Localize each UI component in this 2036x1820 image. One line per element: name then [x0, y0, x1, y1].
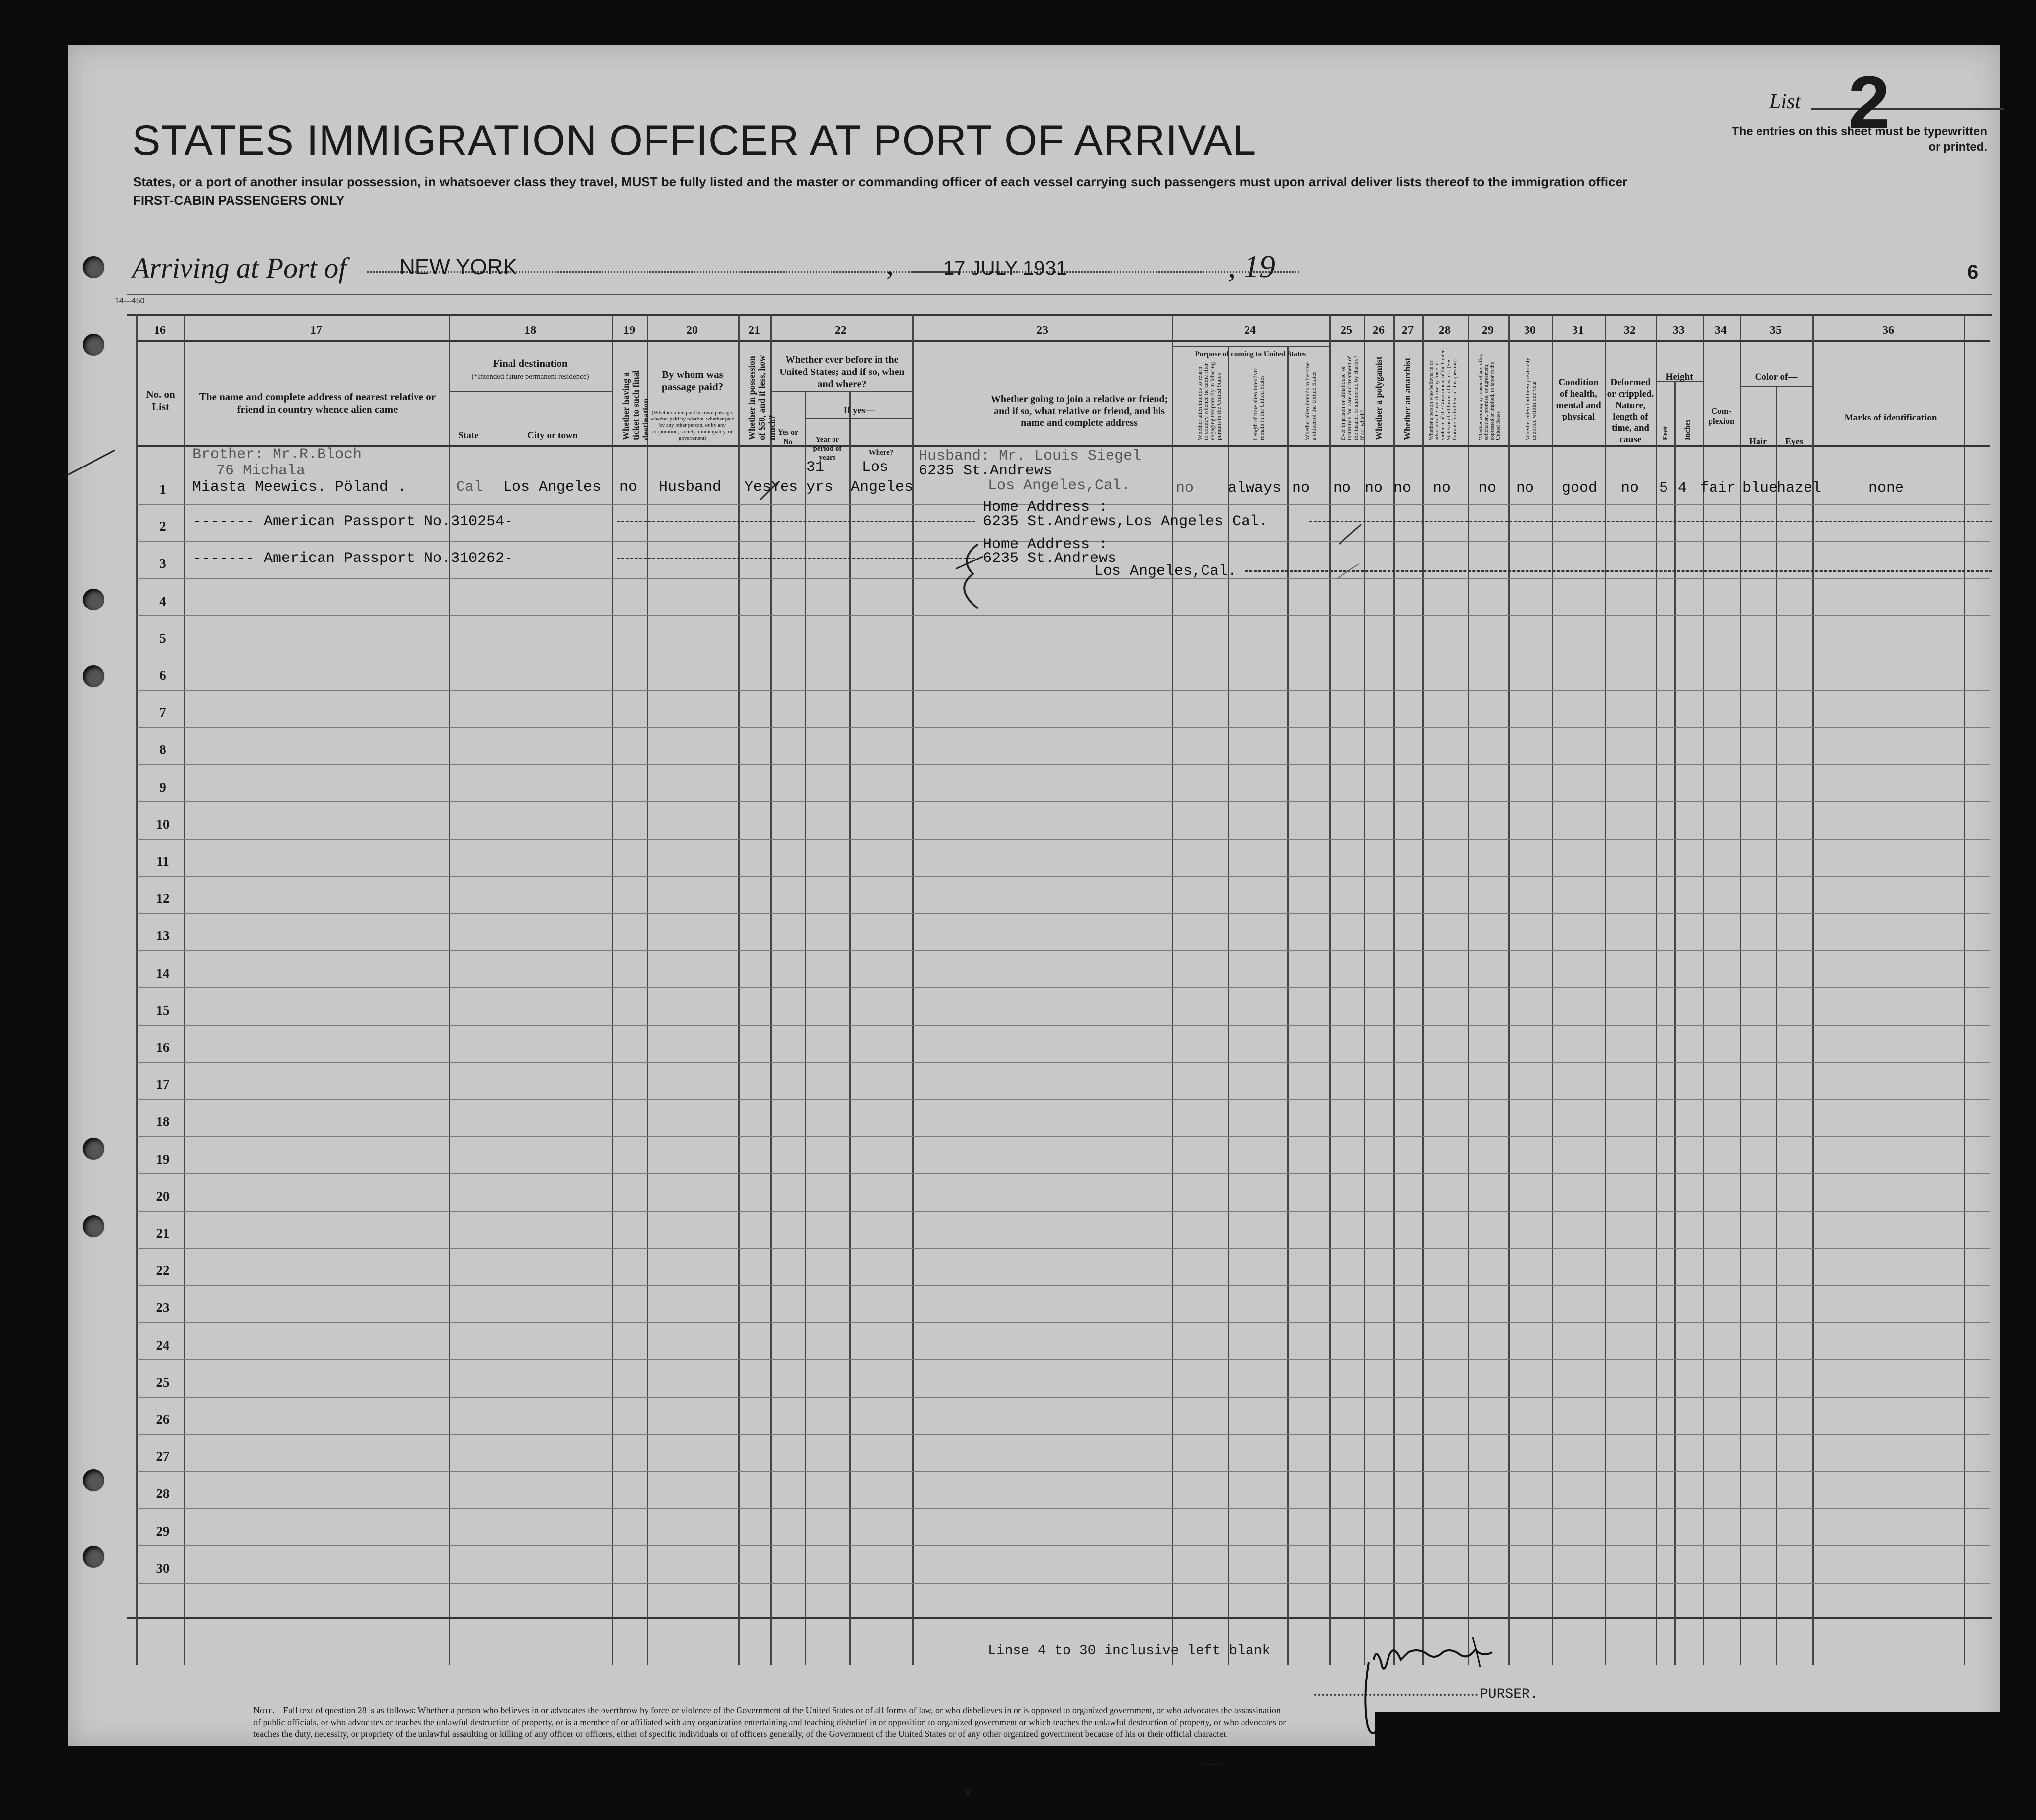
- row-number: 2: [159, 519, 166, 534]
- r1-length: always: [1228, 480, 1282, 497]
- col-num-20: 20: [686, 324, 698, 337]
- row-number: 20: [156, 1188, 170, 1204]
- punch-hole: [83, 665, 104, 687]
- head-return-intent: Whether alien intends to return to country whence he came after engaging temporarily in laboring pursuits in the United States: [1196, 362, 1222, 440]
- subhead-rule: [449, 391, 612, 392]
- r3-passport: ------- American Passport No.310262-: [192, 550, 513, 567]
- row-line: [137, 913, 1990, 914]
- r1-join-line3: Los Angeles,Cal.: [988, 477, 1131, 494]
- row-number: 21: [156, 1226, 170, 1241]
- col-line: [849, 391, 851, 1665]
- head-feet: Feet: [1662, 426, 1669, 440]
- col-line: [1422, 314, 1424, 1665]
- manifest-sheet: [68, 45, 2000, 1798]
- col-line: [1703, 314, 1704, 1665]
- row-line: [137, 1322, 1990, 1323]
- torn-edge: [1375, 1712, 2000, 1751]
- head-marks: Marks of identification: [1844, 413, 1937, 423]
- footer-form-code: 14—450: [1201, 1760, 1227, 1768]
- col-line: [1552, 314, 1553, 1665]
- r1-q28: no: [1433, 480, 1451, 497]
- head-health: Condition of health, mental and physical: [1556, 377, 1601, 422]
- col-num-18: 18: [524, 324, 536, 337]
- head-question-28: Whether a person who believes in or advocates the overthrow by force or violence of the Government of the United States or of all forms of law, etc. (See footnote for full text of this question): [1428, 349, 1458, 440]
- class-line: FIRST-CABIN PASSENGERS ONLY: [133, 193, 345, 208]
- head-before-in-us: Whether ever before in the United States; and if so, when and where?: [779, 354, 905, 390]
- row-number: 12: [156, 891, 170, 906]
- pencil-mark: [65, 425, 120, 480]
- r2-dash-line-right: [1309, 521, 1992, 522]
- row-line: [137, 1025, 1990, 1026]
- col-line: [1508, 314, 1510, 1665]
- head-hair: Hair: [1749, 436, 1767, 446]
- punch-hole: [83, 1138, 104, 1160]
- col-num-36: 36: [1882, 324, 1894, 337]
- r1-q29: no: [1479, 480, 1497, 497]
- col-line: [1964, 314, 1965, 1665]
- col-line: [1468, 314, 1469, 1665]
- head-inches: Inches: [1684, 420, 1692, 440]
- head-no-on-list: No. on List: [146, 388, 175, 413]
- row-number: 22: [156, 1263, 170, 1278]
- row-number: 4: [159, 593, 166, 608]
- head-color-of: Color of—: [1755, 372, 1798, 382]
- row-number: 6: [159, 668, 166, 683]
- row-line: [137, 690, 1990, 691]
- r1-citizen: no: [1292, 480, 1310, 497]
- subhead-rule: [770, 391, 912, 392]
- punch-hole: [83, 334, 104, 356]
- row-line: [137, 801, 1990, 802]
- r1-anarchist: no: [1393, 480, 1412, 497]
- row-number: 3: [159, 556, 166, 571]
- head-fifty-dollars: Whether in possession of $50, and if less, how much?: [747, 355, 777, 440]
- port-of-arrival: NEW YORK: [399, 255, 517, 279]
- row-number: 15: [156, 1002, 170, 1018]
- typewritten-instruction: The entries on this sheet must be typewritten or printed.: [1731, 125, 1987, 154]
- head-complexion: Com-plexion: [1708, 406, 1735, 426]
- arriving-label: Arriving at Port of: [132, 252, 347, 284]
- row-line: [137, 1136, 1990, 1137]
- purser-label: PURSER.: [1480, 1687, 1538, 1702]
- col-num-35: 35: [1770, 324, 1782, 337]
- head-question-29: Whether coming by reason of any offer, solicitation, promise, or agreement, expressed or implied, to labor in the United States: [1478, 353, 1501, 440]
- row-number: 1: [159, 482, 166, 497]
- bracket-mark: [948, 539, 998, 618]
- r3-address-line2: 6235 St.Andrews: [983, 550, 1117, 567]
- subhead-rule: [1172, 346, 1329, 347]
- col-line: [912, 314, 914, 1665]
- r1-marks: none: [1868, 480, 1904, 497]
- arrival-date: 17 JULY 1931: [943, 257, 1067, 279]
- head-deported: Whether alien had been previously deported within one year: [1524, 357, 1537, 440]
- head-eyes: Eyes: [1785, 436, 1803, 446]
- row-line: [137, 1211, 1990, 1212]
- r1-feet: 5: [1659, 480, 1668, 497]
- col-num-26: 26: [1373, 324, 1385, 337]
- head-become-citizen: Whether alien intends to become a citizen of the United States: [1304, 362, 1317, 440]
- col-num-21: 21: [748, 324, 760, 337]
- lines-left-blank-note: Linse 4 to 30 inclusive left blank: [988, 1643, 1271, 1659]
- col-num-19: 19: [623, 324, 635, 337]
- row-number: 5: [159, 630, 166, 646]
- r1-years-line2: yrs: [806, 479, 833, 496]
- head-city: City or town: [527, 430, 578, 441]
- r1-where-line2: Angeles: [851, 479, 914, 496]
- row-number: 26: [156, 1412, 170, 1427]
- row-line: [137, 876, 1990, 877]
- row-line: [137, 839, 1990, 840]
- r1-paid-by: Husband: [659, 479, 722, 496]
- col-line: [612, 314, 613, 1665]
- r1-q30: no: [1516, 480, 1534, 497]
- row-number: 10: [156, 816, 170, 832]
- row-number: 19: [156, 1151, 170, 1167]
- row-line: [137, 615, 1990, 616]
- col-line: [1228, 346, 1229, 1665]
- r1-prison: no: [1333, 480, 1351, 497]
- form-title: STATES IMMIGRATION OFFICER AT PORT OF ARRIVAL: [132, 117, 1257, 164]
- form-statement: States, or a port of another insular possession, in whatsoever class they travel, MUST be fully listed and the master or commanding officer of each vessel carrying such passengers must upon arrival deliver lists thereof to the immigration officer: [133, 174, 1628, 189]
- col-line: [1812, 314, 1814, 1665]
- row-line: [137, 1583, 1990, 1584]
- row-number: 29: [156, 1523, 170, 1539]
- r2-address-line1: Home Address :: [983, 499, 1108, 515]
- comma-mark: ,: [886, 248, 894, 280]
- footnote-label: Note.: [253, 1705, 275, 1715]
- form-number: 14—450: [115, 297, 145, 305]
- r1-fifty: Yes: [744, 479, 772, 496]
- row-line: [137, 764, 1990, 765]
- row-line: [137, 1471, 1990, 1472]
- head-period: Year or period of years: [813, 436, 842, 462]
- r3-address-line1: Home Address :: [983, 536, 1108, 553]
- col-num-23: 23: [1036, 324, 1048, 337]
- page-code: 6: [1967, 261, 1979, 283]
- r1-polygamist: no: [1365, 480, 1383, 497]
- punch-hole: [83, 1215, 104, 1237]
- head-purpose: Purpose of coming to United States: [1195, 350, 1306, 358]
- pen-check-marks: [750, 480, 815, 579]
- list-label: List: [1769, 91, 1801, 113]
- col-num-25: 25: [1341, 324, 1352, 337]
- col-line: [1674, 381, 1676, 1665]
- table-top-rule: [127, 314, 1992, 316]
- head-final-destination-note: (*Intended future permanent residence): [471, 373, 589, 381]
- row-line: [137, 1545, 1990, 1546]
- head-paid-by-note: (Whether alien paid his own passage, whether paid by relative, whether paid by any other person, or by any corporation, society, municipality, or government): [650, 410, 735, 441]
- r2-passport: ------- American Passport No.310254-: [192, 513, 513, 530]
- tick-marks: [1334, 510, 1374, 608]
- row-number: 16: [156, 1040, 170, 1055]
- table-bottom-rule: [127, 1617, 1992, 1619]
- table-top-rule-thin: [127, 294, 1992, 295]
- row-line: [137, 578, 1990, 579]
- subhead-rule: [805, 418, 912, 419]
- col-line: [1287, 346, 1289, 1665]
- col-num-32: 32: [1624, 324, 1636, 337]
- col-line: [1656, 314, 1657, 1665]
- row-number: 30: [156, 1560, 170, 1576]
- row-line: [137, 1508, 1990, 1509]
- head-height: Height: [1666, 372, 1693, 382]
- list-underline: [1811, 108, 2004, 110]
- row-number: 23: [156, 1300, 170, 1315]
- row-line: [137, 1397, 1990, 1398]
- r1-health: good: [1562, 480, 1598, 497]
- col-line: [647, 314, 648, 1665]
- col-line: [1329, 314, 1331, 1665]
- col-num-28: 28: [1439, 324, 1451, 337]
- row-line: [137, 1099, 1990, 1100]
- binding-mark: ❦: [963, 1786, 972, 1798]
- header-bottom-rule: [137, 445, 1990, 447]
- footnote: [253, 1704, 1287, 1740]
- r1-where-line1: Los: [862, 459, 889, 476]
- row-line: [137, 950, 1990, 951]
- row-number: 14: [156, 965, 170, 980]
- head-anarchist: Whether an anarchist: [1402, 357, 1412, 440]
- row-line: [137, 1434, 1990, 1435]
- column-number-rule: [137, 340, 1990, 342]
- row-number: 27: [156, 1449, 170, 1464]
- r1-ticket: no: [619, 479, 638, 496]
- row-number: 13: [156, 928, 170, 943]
- head-state: State: [458, 430, 479, 441]
- head-deformed: Deformed or crippled. Nature, length of time, and cause: [1607, 377, 1654, 445]
- year-prefix: , 19: [1228, 249, 1275, 284]
- year-prefix-text: 19: [1244, 249, 1275, 284]
- row-number: 18: [156, 1114, 170, 1129]
- row-number: 9: [159, 779, 166, 794]
- col-line: [1393, 314, 1395, 1665]
- punch-hole: [83, 589, 104, 610]
- col-num-24: 24: [1244, 324, 1256, 337]
- r2-address-line2: 6235 St.Andrews,Los Angeles Cal.: [983, 513, 1268, 530]
- subhead-rule: [1740, 386, 1812, 387]
- head-yes-no: Yes or No: [777, 428, 799, 446]
- col-num-33: 33: [1673, 324, 1685, 337]
- r1-state: Cal: [456, 479, 483, 496]
- head-paid-by: By whom was passage paid?: [661, 369, 724, 393]
- list-number: 2: [1849, 60, 1890, 143]
- r1-deformed: no: [1621, 480, 1639, 497]
- row-line: [137, 1062, 1990, 1063]
- col-num-16: 16: [154, 324, 166, 337]
- head-where: Where?: [868, 449, 894, 457]
- head-ticket: Whether having a ticket to such final destination: [621, 370, 650, 440]
- row-number: 11: [156, 854, 169, 869]
- col-line: [805, 391, 806, 1665]
- head-polygamist: Whether a polygamist: [1374, 356, 1384, 440]
- r1-inches: 4: [1678, 480, 1687, 497]
- r1-relative-line3: Miasta Meewics. Pöland .: [192, 479, 407, 496]
- head-join-relative: Whether going to join a relative or friend; and if so, what relative or friend, and his name and complete address: [990, 394, 1168, 428]
- col-num-34: 34: [1715, 324, 1727, 337]
- r1-complexion: fair: [1700, 480, 1736, 497]
- punch-hole: [83, 1546, 104, 1568]
- head-prison: Ever in prison or almshouse, or institution for care and treatment of the insane, or supported by charity? If so, which?: [1340, 355, 1366, 440]
- r1-join-line1: Husband: Mr. Louis Siegel: [919, 448, 1142, 465]
- head-length-of-stay: Length of time alien intends to remain in the United States: [1252, 367, 1265, 440]
- row-line: [137, 727, 1990, 728]
- r1-eyes: hazel: [1777, 480, 1822, 497]
- row-number: 24: [156, 1337, 170, 1353]
- row-number: 8: [159, 742, 166, 757]
- row-line: [137, 1248, 1990, 1249]
- footnote-text: —Full text of question 28 is as follows: Whether a person who believes in or advocates the overthrow by force or violence of the Government of the United States or of all forms of law, or who disbelieves in or is opposed to organized government, or who advocates the assassination of public officials, or who advocates or teaches the unlawful destruction of property, or is a member of or affiliated with any organization entertaining and teaching disbelief in or opposition to organized government or which teaches the unlawful destruction of property, or who advocates or teaches the duty, necessity, or propriety of the unlawful assaulting or killing of any officer or officers, either of specific individuals or of officers generally, of the Government of the United States or of any other organized government because of his or their official character.: [253, 1705, 1286, 1739]
- row-number: 28: [156, 1486, 170, 1501]
- r1-relative-line2: 76 Michala: [216, 463, 306, 479]
- col-num-31: 31: [1572, 324, 1584, 337]
- head-final-destination: Final destination: [493, 357, 568, 369]
- col-num-27: 27: [1402, 324, 1414, 337]
- col-line: [738, 314, 740, 1665]
- row-number: 7: [159, 705, 166, 720]
- col-line: [1740, 314, 1741, 1665]
- row-line: [137, 1173, 1990, 1174]
- r1-years-line1: 31: [806, 459, 825, 476]
- punch-hole: [83, 256, 104, 278]
- r3-address-line3: Los Angeles,Cal.: [1094, 563, 1237, 580]
- row-line: [137, 1359, 1990, 1360]
- r1-join-line2: 6235 St.Andrews: [919, 463, 1053, 479]
- row-number: 17: [156, 1077, 170, 1092]
- r1-relative-line1: Brother: Mr.R.Bloch: [192, 446, 362, 463]
- col-num-29: 29: [1482, 324, 1494, 337]
- col-num-22: 22: [835, 324, 847, 337]
- row-line: [137, 987, 1990, 988]
- r1-hair: blue: [1742, 480, 1778, 497]
- col-line: [1605, 314, 1606, 1665]
- row-number: 25: [156, 1374, 170, 1390]
- punch-hole: [83, 1469, 104, 1491]
- r1-city: Los Angeles: [503, 479, 602, 496]
- r1-before: Yes: [771, 479, 798, 496]
- col-num-30: 30: [1524, 324, 1536, 337]
- head-nearest-relative: The name and complete address of nearest relative or friend in country whence alien came: [199, 391, 436, 415]
- r1-return: no: [1176, 480, 1194, 497]
- head-if-yes: If yes—: [843, 405, 875, 416]
- row-line: [137, 1285, 1990, 1286]
- col-num-17: 17: [310, 324, 322, 337]
